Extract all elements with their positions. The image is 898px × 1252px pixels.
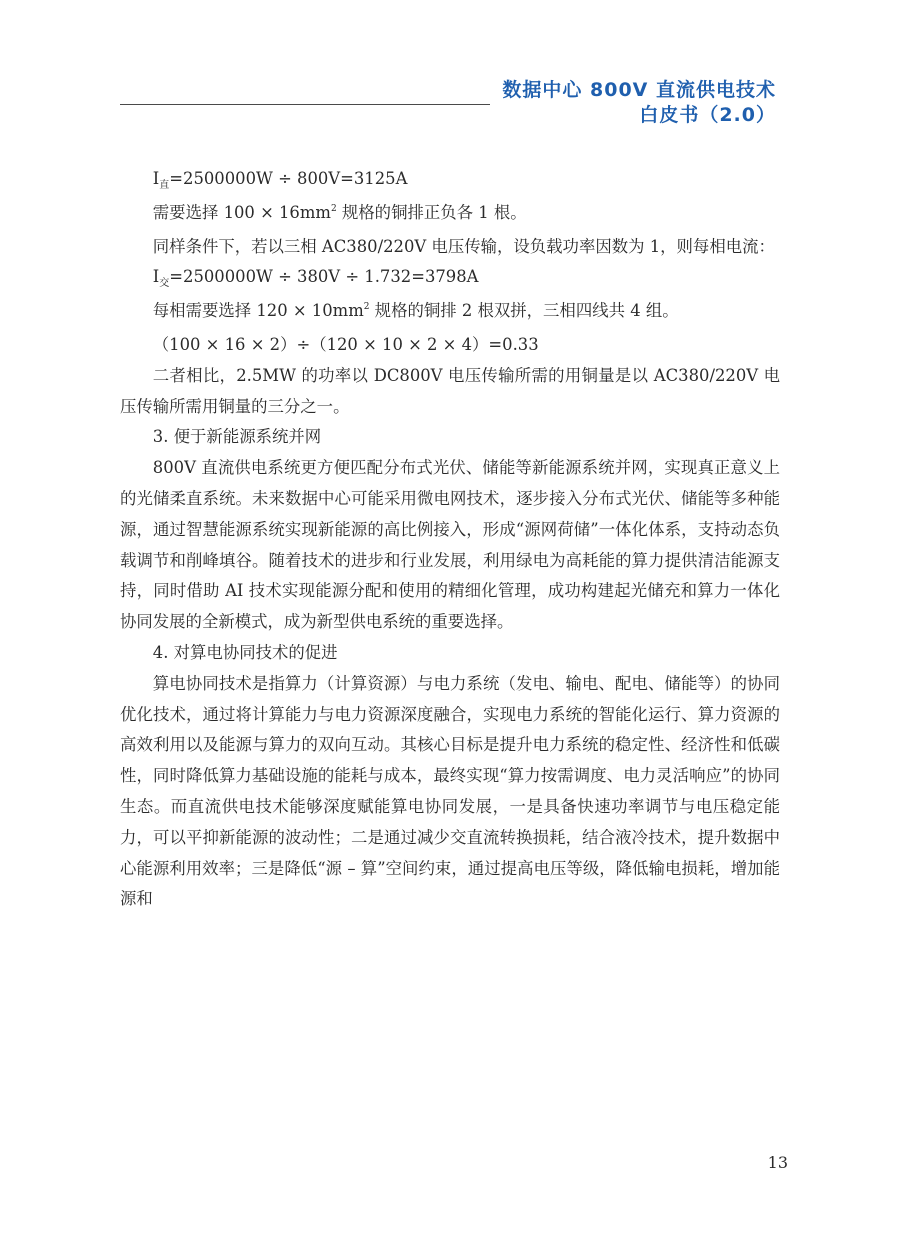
body-text xyxy=(120,164,780,915)
dc-copper-selection: 需要选择 $100 \times 16mm^2$ 规格的铜排正负各 1 根。 xyxy=(152,202,527,222)
formula-ratio: （100 × 16 × 2）÷（120 × 10 × 2 × 4）=0.33 xyxy=(152,334,539,354)
paragraph-compute-power-synergy: 算电协同技术是指算力（计算资源）与电力系统（发电、输电、配电、储能等）的协同优化技术，通过将计算能力与电力资源深度融合，实现电力系统的智能化运行、算力资源的高效利用以及能源与算力的双向互动。其核心目标是提升电力系统的稳定性、经济性和低碳性，同时降低算力基础设施的能耗与成本，最终实现“算力按需调度、电力灵活响应”的协同生态。而直流供电技术能够深度赋能算电协同发展，一是具备快速功率调节与电压稳定能力，可以平抑新能源的波动性；二是通过减少交直流转换损耗，结合液冷技术，提升数据中心能源利用效率；三是降低“源 – 算”空间约束，通过提高电压等级，降低输电损耗，增加能源和 xyxy=(120,673,780,909)
page-number: 13 xyxy=(767,1153,788,1172)
header-title-line2: 白皮书（2.0） xyxy=(639,104,776,126)
formula-dc-current: $I_直=2500000W \div 800V=3125A$ xyxy=(152,169,408,191)
paragraph-comparison: 二者相比，2.5MW 的功率以 DC800V 电压传输所需的用铜量是以 AC380/220V 电压传输所需用铜量的三分之一。 xyxy=(120,365,780,416)
ac-copper-selection: 每相需要选择 $120 \times 10mm^2$ 规格的铜排 2 根双拼，三相四线共 4 组。 xyxy=(152,301,679,321)
header-divider xyxy=(120,104,490,105)
header-title-line1: 数据中心 800V 直流供电技术 xyxy=(502,79,776,101)
paragraph-ac-condition: 同样条件下，若以三相 AC380/220V 电压传输，设负载功率因数为 1，则每相电流： xyxy=(152,236,775,256)
section-heading-3: 3. 便于新能源系统并网 xyxy=(152,427,322,447)
paragraph-renewable-grid: 800V 直流供电系统更方便匹配分布式光伏、储能等新能源系统并网，实现真正意义上的光储柔直系统。未来数据中心可能采用微电网技术，逐步接入分布式光伏、储能等多种能源，通过智慧能源系统实现新能源的高比例接入，形成“源网荷储”一体化体系，支持动态负载调节和削峰填谷。随着技术的进步和行业发展，利用绿电为高耗能的算力提供清洁能源支持，同时借助 AI 技术实现能源分配和使用的精细化管理，成功构建起光储充和算力一体化协同发展的全新模式，成为新型供电系统的重要选择。 xyxy=(120,458,780,632)
formula-ac-current: $I_交=2500000W \div 380V \div 1.732=3798A$ xyxy=(152,267,479,290)
document-header xyxy=(502,78,776,128)
section-heading-4: 4. 对算电协同技术的促进 xyxy=(152,642,338,662)
